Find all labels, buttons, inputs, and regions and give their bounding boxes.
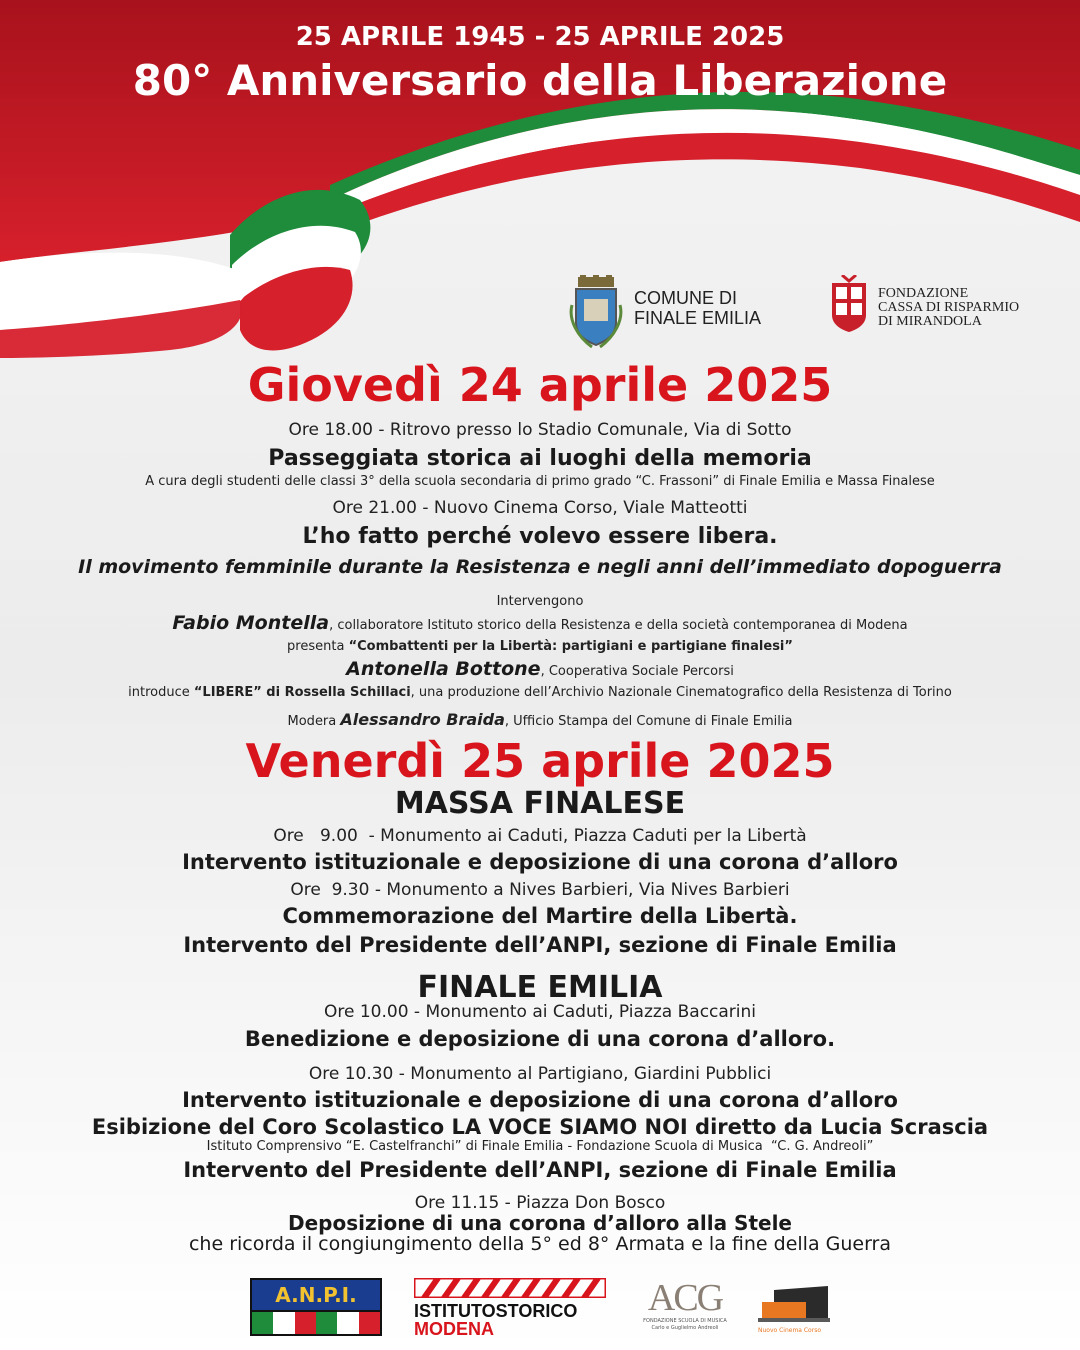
istituto-stripes-icon (414, 1278, 606, 1298)
speaker2-post: , una produzione dell’Archivio Nazionale Cinematografico della Resistenza di Torino (410, 685, 952, 700)
massa-event2-time: Ore 9.30 - Monumento a Nives Barbieri, Via Nives Barbieri (290, 880, 790, 900)
speaker2-name: Antonella Bottone (346, 658, 541, 680)
speaker1-role: , collaboratore Istituto storico della Resistenza e della società contemporanea di Modena (329, 618, 908, 633)
anpi-logo (250, 1278, 382, 1332)
acg-logo-text: ACG (647, 1277, 723, 1319)
massa-event1-time: Ore 9.00 - Monumento ai Caduti, Piazza Caduti per la Libertà (273, 826, 807, 846)
moderator-role: , Ufficio Stampa del Comune di Finale Emilia (504, 714, 793, 729)
finale-event2-title2: Esibizione del Coro Scolastico LA VOCE SIAMO NOI diretto da Lucia Scrascia (91, 1115, 989, 1139)
speaker1-pre: presenta (287, 639, 349, 654)
speaker2 (0, 658, 1080, 680)
finale-event3-subtitle: che ricorda il congiungimento della 5° ed 8° Armata e la fine della Guerra (188, 1233, 892, 1255)
day1-title: Giovedì 24 aprile 2025 (247, 358, 833, 412)
moderator-pre: Modera (287, 714, 341, 729)
finale-event2-title1: Intervento istituzionale e deposizione di una corona d’alloro (182, 1088, 898, 1112)
finale-event3-title: Deposizione di una corona d’alloro alla Stele (288, 1211, 792, 1235)
fondazione-line-2: CASSA DI RISPARMIO (878, 300, 1020, 315)
massa-event1-title: Intervento istituzionale e deposizione di una corona d’alloro (182, 850, 898, 874)
speaker2-film (0, 685, 1080, 700)
comune-line-2: FINALE EMILIA (634, 308, 762, 328)
day2-title: Venerdì 25 aprile 2025 (245, 734, 835, 788)
day1-event2-subtitle: Il movimento femminile durante la Resistenza e negli anni dell’immediato dopoguerra (78, 556, 1002, 578)
day1-event2-title: L’ho fatto perché volevo essere libera. (302, 524, 778, 549)
fondazione-line-1: FONDAZIONE (878, 286, 969, 301)
finale-event1-time: Ore 10.00 - Monumento ai Caduti, Piazza Baccarini (323, 1002, 757, 1022)
day1-event1-note: A cura degli studenti delle classi 3° della scuola secondaria di primo grado “C. Frassoni” di Finale Emilia e Massa Finalese (145, 474, 935, 489)
speaker1-name: Fabio Montella (172, 612, 330, 634)
massa-event2-title2: Intervento del Presidente dell’ANPI, sezione di Finale Emilia (183, 933, 897, 957)
speaker2-pre: introduce (128, 685, 194, 700)
moderator-name: Alessandro Braida (340, 710, 505, 729)
day1-event2-time: Ore 21.00 - Nuovo Cinema Corso, Viale Matteotti (332, 498, 748, 518)
event-dates: 25 APRILE 1945 - 25 APRILE 2025 (295, 22, 785, 52)
finale-event1-title: Benedizione e deposizione di una corona d’alloro. (244, 1027, 836, 1051)
acg-logo (640, 1278, 730, 1336)
day1-event1-title: Passeggiata storica ai luoghi della memoria (268, 446, 812, 471)
istituto-storico-logo (414, 1278, 606, 1339)
acg-caption-1: FONDAZIONE SCUOLA DI MUSICA (643, 1318, 727, 1324)
place-finale-emilia: FINALE EMILIA (417, 970, 663, 1005)
speaker2-film-title: “LIBERE” di Rossella Schillaci (193, 685, 411, 700)
fondazione-line-3: DI MIRANDOLA (878, 314, 982, 329)
speaker1-presentation (0, 639, 1080, 654)
comune-crest-icon (568, 275, 624, 350)
intervengono-label: Intervengono (496, 594, 584, 609)
acg-caption-2: Carlo e Guglielmo Andreoli (651, 1325, 719, 1331)
cinema-caption: Nuovo Cinema Corso (758, 1327, 821, 1334)
massa-event2-title1: Commemorazione del Martire della Libertà. (282, 904, 798, 928)
fondazione-crest-icon (828, 275, 870, 333)
comune-name (634, 288, 761, 328)
nuovo-cinema-corso-logo (758, 1284, 830, 1336)
fondazione-name (878, 287, 1019, 329)
finale-event2-title3: Intervento del Presidente dell’ANPI, sezione di Finale Emilia (183, 1158, 897, 1182)
speaker1-book: “Combattenti per la Libertà: partigiani e partigiane finalesi” (348, 639, 793, 654)
speaker2-role: , Cooperativa Sociale Percorsi (540, 664, 734, 679)
page-title: 80° Anniversario della Liberazione (132, 56, 948, 105)
day1-event1-time: Ore 18.00 - Ritrovo presso lo Stadio Comunale, Via di Sotto (288, 420, 792, 440)
comune-line-1: COMUNE DI (634, 288, 737, 308)
finale-event3-time: Ore 11.15 - Piazza Don Bosco (414, 1193, 666, 1213)
anpi-flag-icon (250, 1312, 382, 1336)
place-massa-finalese: MASSA FINALESE (394, 786, 686, 821)
istituto-line-2: MODENA (414, 1319, 494, 1339)
anpi-logo-text: A.N.P.I. (250, 1278, 382, 1312)
cinema-building-icon (758, 1284, 830, 1322)
finale-event2-note: Istituto Comprensivo “E. Castelfranchi” di Finale Emilia - Fondazione Scuola di Musica “C. G. Andreoli” (206, 1139, 874, 1154)
finale-event2-time: Ore 10.30 - Monumento al Partigiano, Giardini Pubblici (308, 1064, 772, 1084)
istituto-line-1: ISTITUTOSTORICO (414, 1301, 578, 1321)
speaker1 (0, 612, 1080, 634)
moderator (0, 710, 1080, 729)
